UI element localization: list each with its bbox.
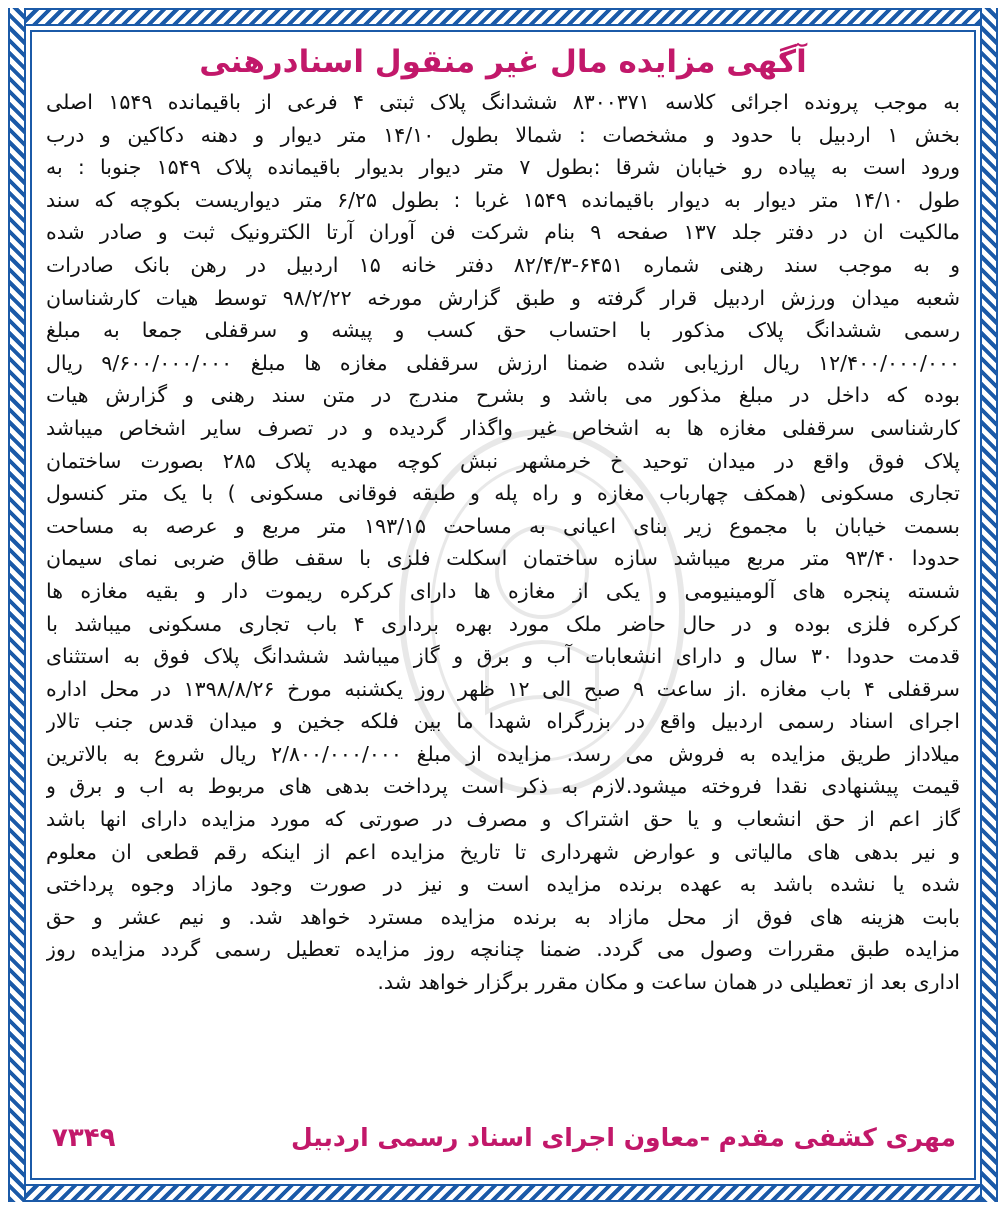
border-bottom — [8, 1184, 998, 1202]
signature-row — [32, 1118, 974, 1158]
notice-line: بسمت خیابان با مجموع زیر بنای اعیانی به مساحت ۱۹۳/۱۵ متر مربع و عرصه به مساحت — [46, 513, 960, 538]
notice-text — [46, 86, 960, 999]
notice-line: و به موجب سند رهنی شماره ۶۴۵۱-۸۲/۴/۳ دفتر خانه ۱۵ اردبیل در رهن بانک صادرات — [46, 252, 960, 277]
signature: مهری کشفی مقدم -معاون اجرای اسناد رسمی اردبیل — [290, 1123, 956, 1152]
notice-frame — [8, 8, 998, 1202]
notice-line: مزایده طبق مقررات وصول می گردد. ضمنا چنانچه روز مزایده تعطیل رسمی گردد مزایده روز — [46, 937, 960, 962]
notice-line: قیمت پیشنهادی نقدا فروخته میشود.لازم به ذکر است پرداخت بدهی های مربوط به اب و برق و — [46, 774, 960, 799]
notice-line: حدودا ۹۳/۴۰ متر مربع میباشد سازه ساختمان اسکلت فلزی با سقف طاق ضربی نمای سیمان — [46, 546, 960, 571]
notice-line: تجاری مسکونی (همکف چهارباب مغازه و راه پله و طبقه فوقانی مسکونی ) با یک متر کنسول — [46, 481, 960, 506]
notice-line: ورود است به پیاده رو خیابان شرقا :بطول ۷ متر دیوار بدیوار باقیمانده پلاک ۱۵۴۹ جنوبا : به — [46, 155, 960, 180]
notice-line: ۱۲/۴۰۰/۰۰۰/۰۰۰ ریال ارزیابی شده ضمنا ارزش سرقفلی مغازه ها مبلغ ۹/۶۰۰/۰۰۰/۰۰۰ ریال — [46, 350, 960, 375]
notice-line: و نیر بدهی های مالیاتی و عوارض شهرداری تا تاریخ مزایده اعم از اینکه رقم قطعی ان معلوم — [46, 839, 960, 864]
notice-line: سرقفلی ۴ باب مغازه .از ساعت ۹ صبح الی ۱۲ ظهر روز یکشنبه مورخ ۱۳۹۸/۸/۲۶ در محل اداره — [46, 676, 960, 701]
border-right — [980, 8, 998, 1202]
notice-line: مالکیت ان در دفتر جلد ۱۳۷ صفحه ۹ بنام شرکت فن آوران آرتا الکترونیک ثبت و صادر شده — [46, 220, 960, 245]
notice-line: قدمت حدودا ۳۰ سال و دارای انشعابات آب و برق و گاز میباشد ششدانگ پلاک فوق به استثنای — [46, 644, 960, 669]
notice-line: پلاک فوق واقع در میدان توحید خ خرمشهر نبش کوچه مهدیه پلاک ۲۸۵ بصورت ساختمان — [46, 448, 960, 473]
notice-body — [30, 30, 976, 1180]
border-left — [8, 8, 26, 1202]
notice-line: کرکره فلزی بوده و در حال حاضر ملک مورد بهره برداری ۴ باب تجاری مسکونی میباشد با — [46, 611, 960, 636]
notice-line: شسته پنجره های آلومینیومی و یکی از مغازه ها دارای کرکره ریموت دار و بقیه مغازه ها — [46, 578, 960, 603]
notice-title: آگهی مزایده مال غیر منقول اسنادرهنی — [199, 44, 807, 80]
notice-line: شده یا نشده باشد به عهده برنده مزایده است و نیز در صورت وجود مازاد وجوه پرداختی — [46, 872, 960, 897]
notice-line: بخش ۱ اردبیل با حدود و مشخصات : شمالا بطول ۱۴/۱۰ متر دیوار و دهنه دکاکین و درب — [46, 122, 960, 147]
notice-line: اداری بعد از تعطیلی در همان ساعت و مکان مقرر برگزار خواهد شد. — [377, 970, 960, 995]
notice-line: بابت هزینه های فوق از محل مازاد به برنده مزایده مسترد خواهد شد. و نیم عشر و حق — [46, 904, 960, 929]
notice-line: طول ۱۴/۱۰ متر دیوار به دیوار باقیمانده ۱۵۴۹ غربا : بطول ۶/۲۵ متر دیواریست بکوچه که سند — [46, 187, 960, 212]
notice-line: شعبه میدان ورزش اردبیل قرار گرفته و طبق گزارش مورخه ۹۸/۲/۲۲ توسط هیات کارشناسان — [46, 285, 960, 310]
notice-line: میلاداز طریق مزایده به فروش می رسد. مزایده از مبلغ ۲/۸۰۰/۰۰۰/۰۰۰ ریال شروع به بالاترین — [46, 741, 960, 766]
notice-line: کارشناسی سرقفلی مغازه ها به اشخاص غیر واگذار گردیده و در تصرف سایر اشخاص میباشد — [46, 415, 960, 440]
notice-line: رسمی ششدانگ پلاک مذکور با احتساب حق کسب و پیشه و سرقفلی جمعا به مبلغ — [46, 318, 960, 343]
notice-line: بوده که داخل در مبلغ مذکور می باشد و بشرح مندرج در متن سند رهنی و گزارش هیات — [46, 383, 960, 408]
notice-line: اجرای اسناد رسمی اردبیل واقع در بزرگراه شهدا ما بین فلکه جخین و میدان قدس جنب تالار — [46, 709, 960, 734]
notice-line: گاز اعم از حق انشعاب و یا حق اشتراک و مصرف در صورتی که مورد مزایده دارای انها باشد — [46, 807, 960, 832]
ad-number: ۷۳۴۹ — [52, 1123, 116, 1153]
notice-line: به موجب پرونده اجرائی کلاسه ۸۳۰۰۳۷۱ ششدانگ پلاک ثبتی ۴ فرعی از باقیمانده ۱۵۴۹ اصلی — [46, 90, 960, 114]
border-top — [8, 8, 998, 26]
